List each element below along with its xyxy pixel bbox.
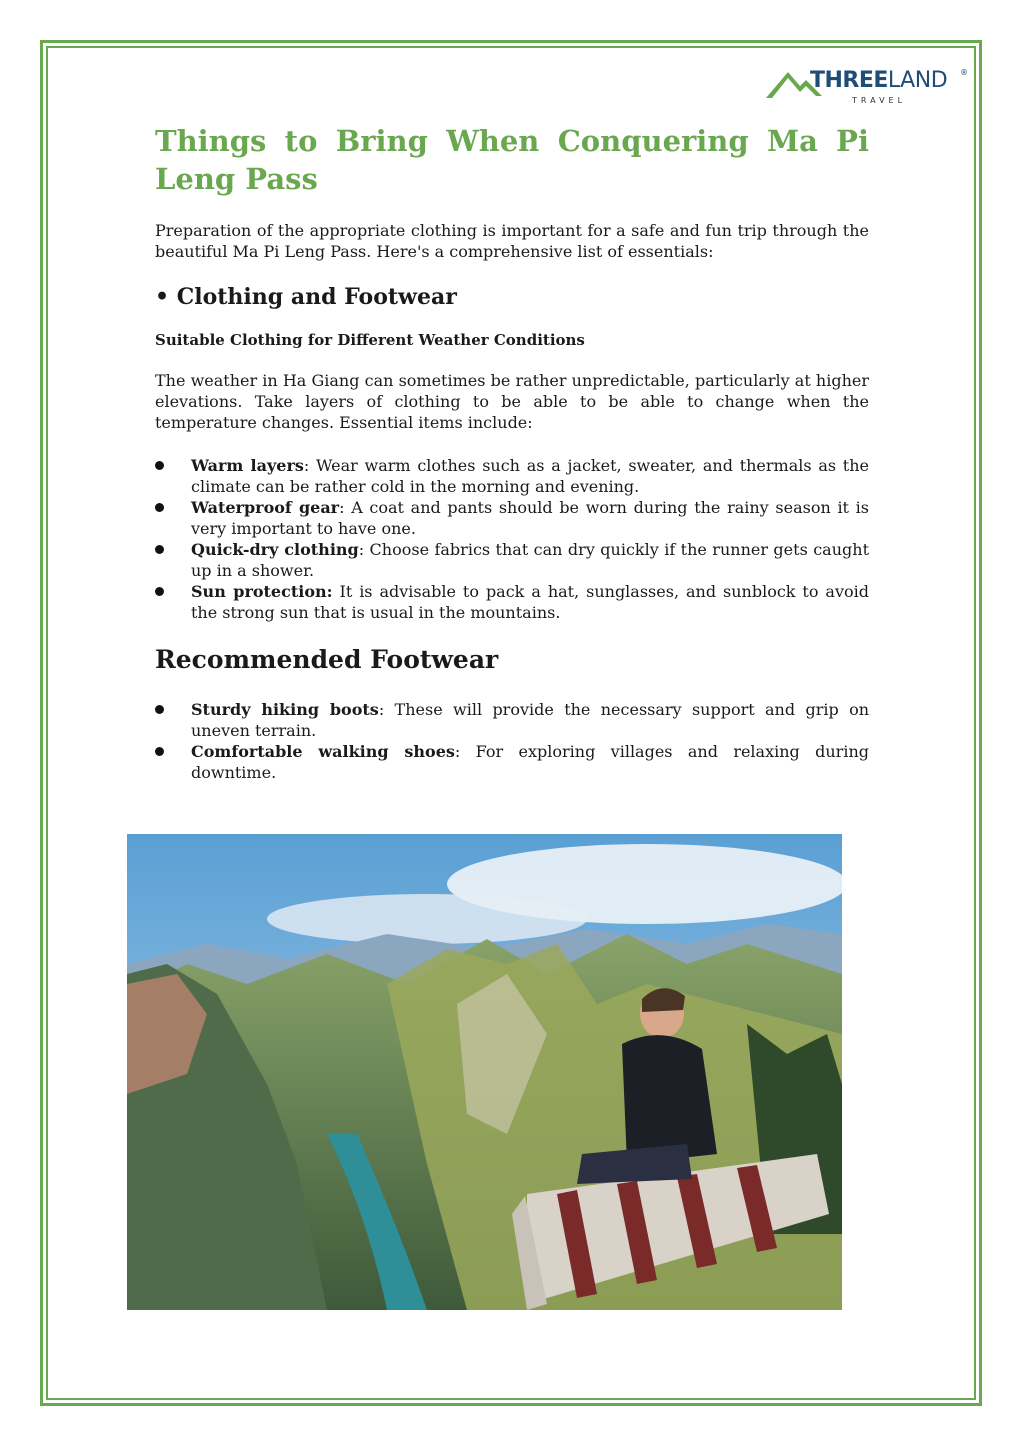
item-text: For exploring villages and relaxing during downtime. [191,742,869,782]
bullet-icon [155,705,164,714]
section-heading-clothing: • Clothing and Footwear [155,284,457,310]
item-sep: : [378,700,385,719]
article-body [155,122,869,783]
item-text: Choose fabrics that can dry quickly if the runner gets caught up in a shower. [191,540,869,580]
clothing-list [155,455,869,623]
mountain-photo [127,834,842,1310]
item-sep: : [303,456,310,475]
item-text: These will provide the necessary support and grip on uneven terrain. [191,700,870,740]
logo-wordmark [810,68,947,93]
threeland-logo [764,66,970,116]
landscape-illustration [127,834,842,1310]
logo-subtitle: TRAVEL [852,96,907,105]
weather-paragraph: The weather in Ha Giang can sometimes be rather unpredictable, particularly at higher elevations. Take layers of clothing to be able to be able to change when the temperature changes. Essential items include: [155,371,869,432]
item-term: Comfortable walking shoes [191,742,455,761]
footwear-list [155,699,869,783]
item-term: Waterproof gear [191,498,340,517]
subheading-weather: Suitable Clothing for Different Weather Conditions [155,331,585,349]
page-title: Things to Bring When Conquering Ma Pi Leng Pass [155,124,869,196]
logo-name-light: LAND [887,68,948,93]
list-item [155,741,869,783]
item-sep: : [454,742,461,761]
list-item [155,497,869,539]
list-item [155,455,869,497]
logo-name-bold: THREE [810,68,888,93]
intro-paragraph: Preparation of the appropriate clothing is important for a safe and fun trip through the beautiful Ma Pi Leng Pass. Here's a comprehensive list of essentials: [155,221,869,261]
bullet-icon [155,747,164,756]
item-sep: : [339,498,345,517]
list-item [155,539,869,581]
section-heading-footwear: Recommended Footwear [155,645,499,674]
item-term: Quick-dry clothing [191,540,359,559]
bullet-icon [155,503,164,512]
item-sep: : [358,540,365,559]
list-item [155,699,869,741]
bullet-icon [155,587,164,596]
item-text: It is advisable to pack a hat, sunglasses, and sunblock to avoid the strong sun that is usual in the mountains. [191,582,870,622]
item-term: Warm layers [191,456,304,475]
item-term: Sturdy hiking boots [191,700,379,719]
item-term: Sun protection: [191,582,333,601]
bullet-icon [155,461,164,470]
item-text: Wear warm clothes such as a jacket, sweater, and thermals as the climate can be rather cold in the morning and evening. [191,456,870,496]
registered-mark: ® [960,68,968,77]
item-text: A coat and pants should be worn during the rainy season it is very important to have one. [191,498,869,538]
list-item [155,581,869,623]
bullet-icon [155,545,164,554]
